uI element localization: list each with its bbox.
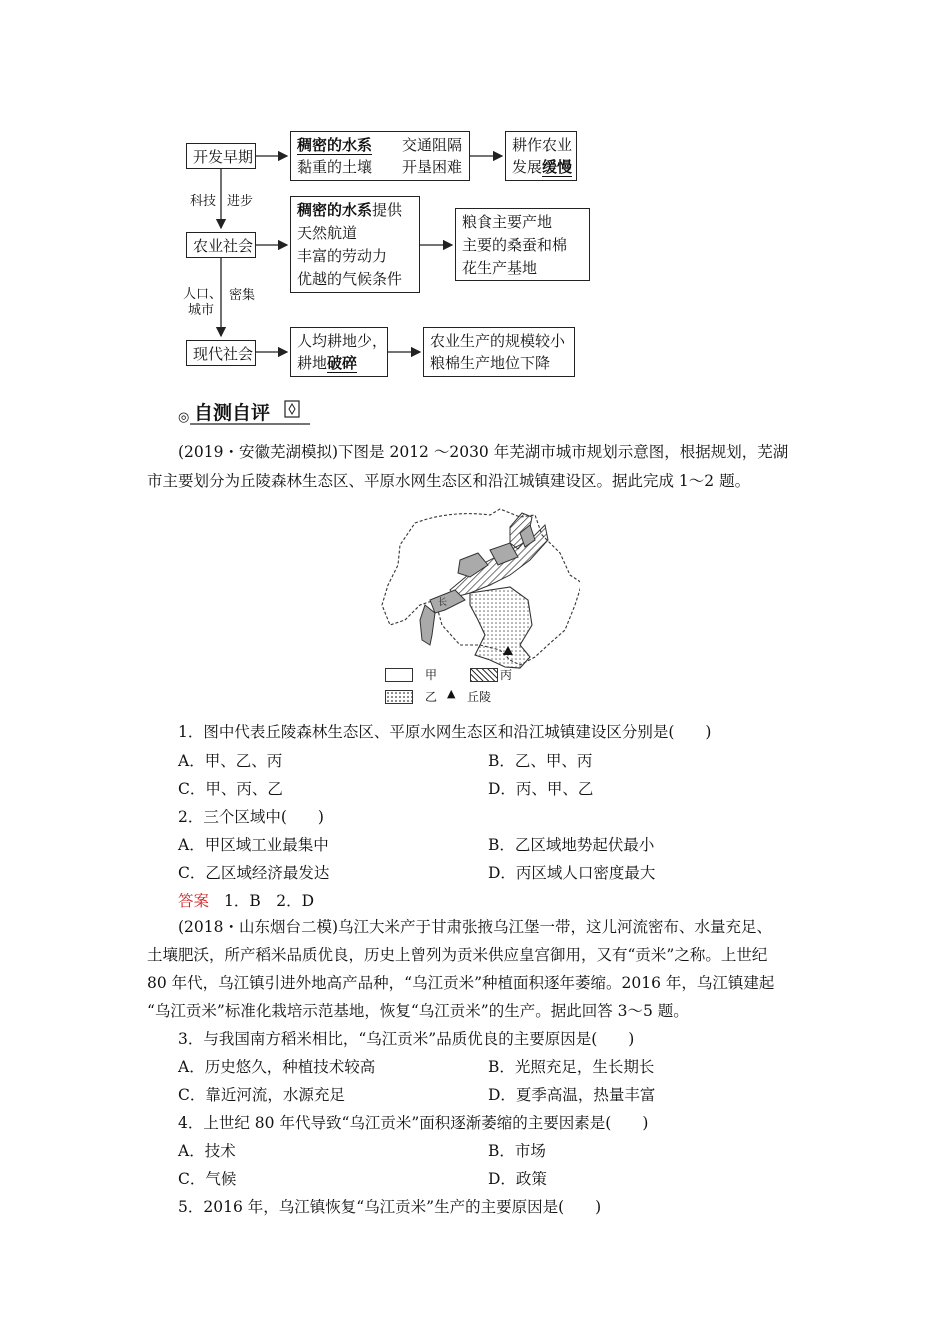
q1-option-c: C．甲、丙、乙	[178, 780, 283, 798]
q3-option-c: C．靠近河流，水源充足	[178, 1086, 345, 1104]
cause-water: 稠密的水系	[297, 136, 373, 154]
legend-bing-swatch	[470, 668, 498, 682]
intro-2-line-2: 土壤肥沃，所产稻米品质优良，历史上曾列为贡米供应皇宫御用，又有“贡米”之称。上世纪	[147, 946, 768, 964]
modern-line-1: 人均耕地少，	[297, 332, 388, 350]
circle-bullet-icon: ◎	[178, 410, 190, 425]
q3-option-d: D．夏季高温，热量丰富	[488, 1086, 656, 1104]
wuhu-map	[370, 505, 580, 710]
agri-result-box	[455, 208, 590, 281]
stage-modern: 现代社会	[186, 340, 256, 366]
early-result-2a: 发展	[512, 158, 543, 176]
answer-line	[178, 889, 314, 911]
map-legend	[385, 665, 575, 710]
q4-option-c: C．气候	[178, 1170, 237, 1188]
intro-2-line-1: (2018・山东烟台二模)乌江大米产于甘肃张掖乌江堡一带，这儿河流密布、水量充足、	[178, 918, 773, 936]
modern-result-2: 粮棉生产地位下降	[430, 354, 551, 372]
q2-option-d: D．丙区域人口密度最大	[488, 864, 656, 882]
modern-result-box	[423, 327, 575, 377]
early-result-box	[505, 131, 577, 181]
agri-result-2: 主要的桑蚕和棉	[462, 236, 568, 254]
question-5: 5．2016 年，乌江镇恢复“乌江贡米”生产的主要原因是( )	[178, 1198, 602, 1216]
agri-water: 稠密的水系	[297, 201, 373, 219]
modern-line-2b: 破碎	[327, 354, 358, 372]
agri-result-1: 粮食主要产地	[462, 213, 553, 231]
intro-2-line-3: 80 年代，乌江镇引进外地高产品种，“乌江贡米”种植面积逐年萎缩。2016 年，乌江镇建起	[147, 974, 775, 992]
river-mark: 长	[438, 598, 448, 608]
agri-line-3: 丰富的劳动力	[297, 247, 388, 265]
stage-agri: 农业社会	[186, 232, 256, 258]
legend-yi-label: 乙	[425, 690, 438, 704]
pencil-icon	[284, 400, 300, 418]
arrow-label-progress: 进步	[227, 194, 254, 209]
question-3: 3．与我国南方稻米相比，“乌江贡米”品质优良的主要原因是( )	[178, 1030, 635, 1048]
agri-causes-box	[290, 196, 420, 293]
question-2: 2．三个区域中( )	[178, 808, 324, 826]
answer-text: 1．B 2．D	[223, 892, 314, 910]
modern-result-1: 农业生产的规模较小	[430, 332, 566, 350]
legend-jia-swatch	[385, 668, 413, 682]
q4-option-b: B．市场	[488, 1142, 546, 1160]
q2-option-b: B．乙区域地势起伏最小	[488, 836, 655, 854]
legend-yi-swatch	[385, 690, 413, 704]
question-4: 4．上世纪 80 年代导致“乌江贡米”面积逐渐萎缩的主要因素是( )	[178, 1114, 649, 1132]
q1-option-a: A．甲、乙、丙	[178, 752, 283, 770]
q2-option-a: A．甲区域工业最集中	[178, 836, 329, 854]
effect-traffic: 交通阻隔	[402, 136, 463, 154]
river-area-4	[420, 605, 435, 645]
q3-option-b: B．光照充足，生长期长	[488, 1058, 655, 1076]
q3-option-a: A．历史悠久，种植技术较高	[178, 1058, 376, 1076]
q1-option-d: D．丙、甲、乙	[488, 780, 594, 798]
arrow-label-city: 城市	[188, 303, 215, 318]
intro-1-line-1: (2019・安徽芜湖模拟)下图是 2012 ～2030 年芜湖市城市规划示意图，根据规划，芜湖	[178, 443, 789, 461]
effect-cultivate: 开垦困难	[402, 158, 463, 176]
intro-2-line-4: “乌江贡米”标准化栽培示范基地，恢复“乌江贡米”的生产。据此回答 3～5 题。	[147, 1002, 689, 1020]
early-result-1: 耕作农业	[512, 136, 573, 154]
early-causes-box	[290, 131, 470, 181]
title-underline	[190, 421, 310, 427]
q4-option-d: D．政策	[488, 1170, 547, 1188]
section-title: 自测自评	[194, 402, 271, 424]
early-result-2b: 缓慢	[542, 158, 573, 176]
q4-option-a: A．技术	[178, 1142, 236, 1160]
arrow-label-pop: 人口、	[183, 287, 223, 302]
intro-1-line-2: 市主要划分为丘陵森林生态区、平原水网生态区和沿江城镇建设区。据此完成 1～2 题。	[147, 472, 751, 490]
q2-option-c: C．乙区域经济最发达	[178, 864, 330, 882]
modern-line-2a: 耕地	[297, 354, 328, 372]
agri-line-2: 天然航道	[297, 224, 358, 242]
q1-option-b: B．乙、甲、丙	[488, 752, 593, 770]
arrow-label-dense: 密集	[229, 288, 256, 303]
section-header	[178, 398, 318, 430]
legend-hill-icon: ▲	[447, 687, 456, 700]
agri-result-3: 花生产基地	[462, 259, 538, 277]
modern-causes-box	[290, 327, 388, 377]
stage-early: 开发早期	[186, 143, 256, 169]
answer-label: 答案	[178, 892, 210, 910]
agri-line-4: 优越的气候条件	[297, 270, 403, 288]
legend-bing-label: 丙	[500, 668, 513, 682]
question-1: 1．图中代表丘陵森林生态区、平原水网生态区和沿江城镇建设区分别是( )	[178, 723, 712, 741]
legend-hill-label: 丘陵	[467, 690, 492, 704]
legend-jia-label: 甲	[425, 668, 438, 682]
arrow-label-tech: 科技	[190, 194, 217, 209]
cause-soil: 黏重的土壤	[297, 158, 373, 176]
agri-provide: 提供	[372, 201, 403, 219]
